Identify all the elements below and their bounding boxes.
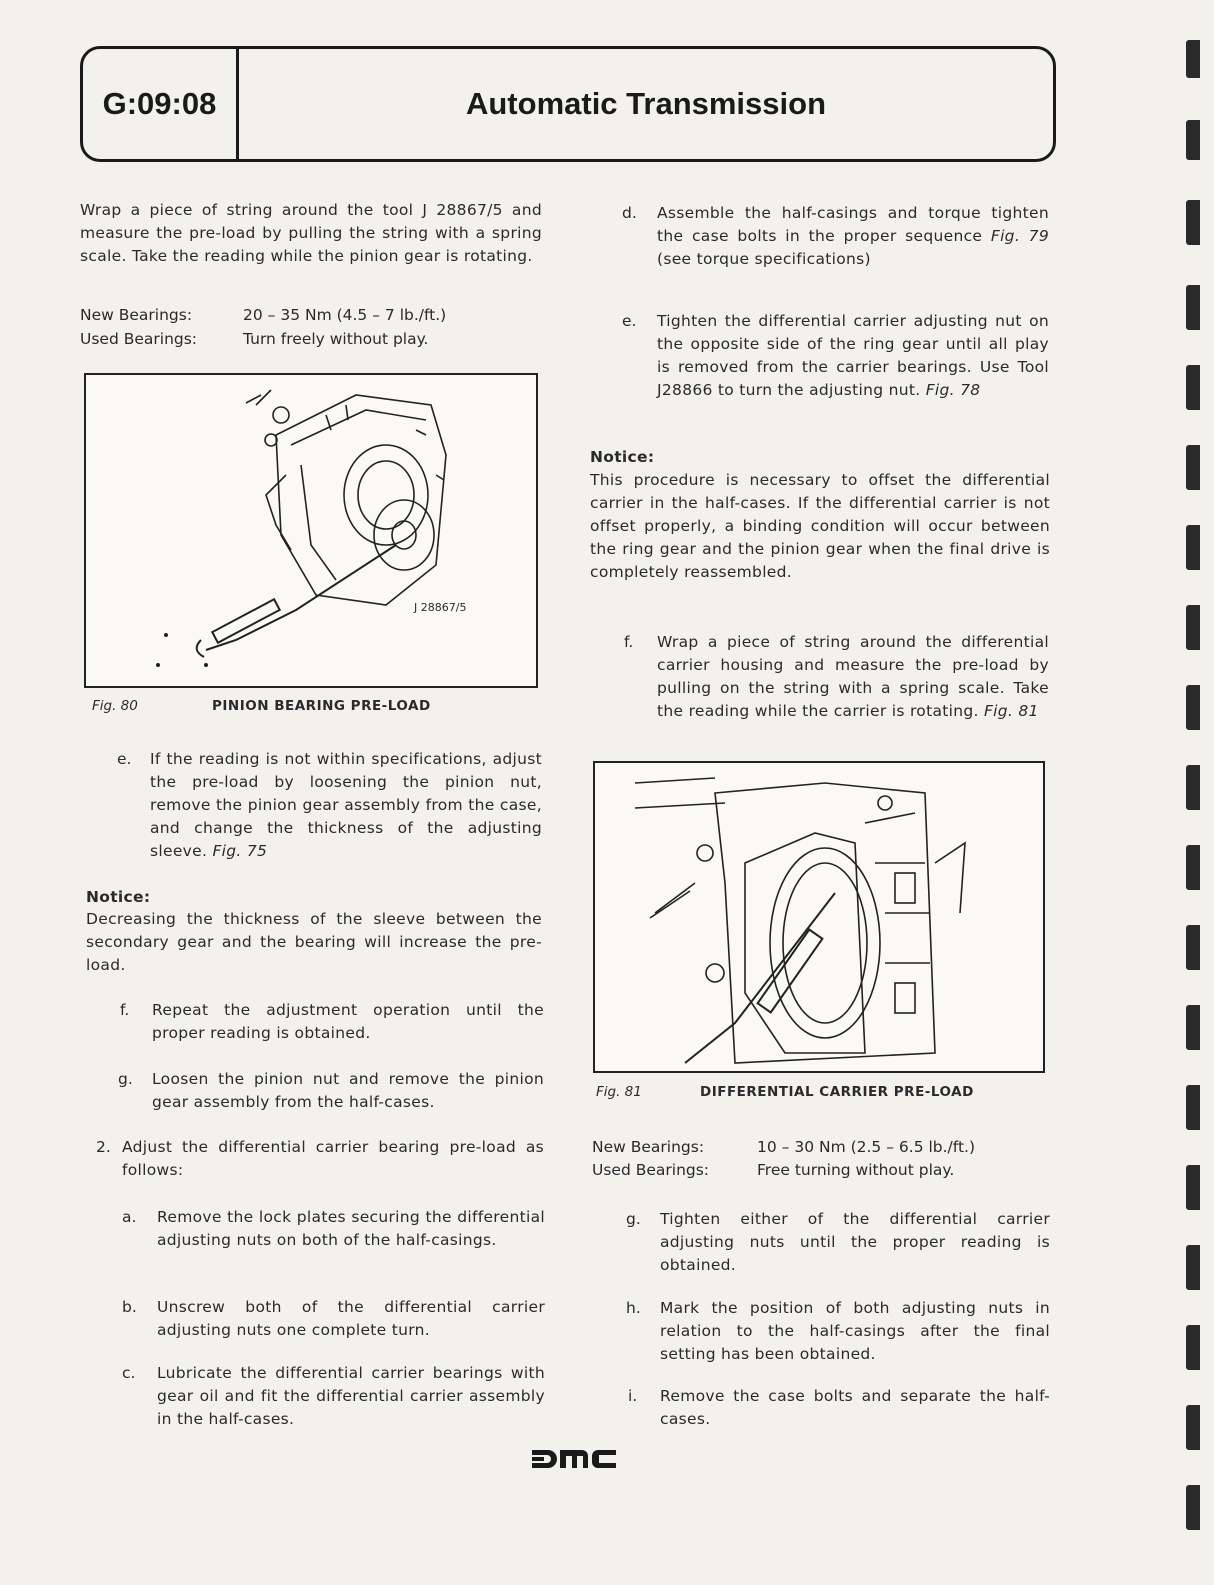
- right-step-i-text: Remove the case bolts and separate the half-cases.: [660, 1387, 1050, 1428]
- index-tab: [1186, 200, 1200, 245]
- step-b-marker: b.: [122, 1298, 137, 1316]
- step-d: [657, 202, 1049, 271]
- index-tab: [1186, 1085, 1200, 1130]
- index-tab: [1186, 1245, 1200, 1290]
- step-d-tail: (see torque specifications): [657, 250, 871, 268]
- step-c-marker: c.: [122, 1364, 136, 1382]
- step-c-text: Lubricate the differential carrier bearings with gear oil and fit the differential carrier assembly in the half-cases.: [157, 1364, 545, 1428]
- index-tab: [1186, 445, 1200, 490]
- right-step-h-marker: h.: [626, 1299, 641, 1317]
- left-step-f-text: Repeat the adjustment operation until the proper reading is obtained.: [152, 1001, 544, 1042]
- page-header: [80, 46, 1056, 162]
- right-step-e-marker: e.: [622, 312, 637, 330]
- right-notice-text: This procedure is necessary to offset the differential carrier in the half-cases. If the differential carrier is not offset properly, a binding condition will occur between the ring gear and the pinion gear when the final drive is completely reassembled.: [590, 471, 1050, 581]
- index-tab: [1186, 765, 1200, 810]
- dmc-logo-mark: [532, 1448, 616, 1470]
- index-tab: [1186, 845, 1200, 890]
- transmission-drawing: [86, 375, 536, 686]
- differential-drawing: [595, 763, 1043, 1071]
- right-new-bearings-label: New Bearings:: [592, 1138, 705, 1156]
- right-step-f-text: Wrap a piece of string around the differential carrier housing and measure the pre-load by pulling on the string with a spring scale. Take the reading while the carrier is rotating.: [657, 633, 1049, 720]
- step-b-text: Unscrew both of the differential carrier adjusting nuts one complete turn.: [157, 1298, 545, 1339]
- figure-81-label: [596, 1084, 974, 1100]
- left-notice-title: Notice:: [86, 888, 151, 906]
- step-a-marker: a.: [122, 1208, 137, 1226]
- tool-callout: J 28867/5: [414, 601, 467, 614]
- left-step-e-marker: e.: [117, 750, 132, 768]
- index-tab: [1186, 605, 1200, 650]
- intro-paragraph: Wrap a piece of string around the tool J 28867/5 and measure the pre-load by pulling the string with a spring scale. Take the reading while the pinion gear is rotating.: [80, 201, 542, 265]
- index-tab: [1186, 120, 1200, 160]
- step-2-text: Adjust the differential carrier bearing pre-load as follows:: [122, 1138, 544, 1179]
- new-bearings-label: New Bearings:: [80, 306, 193, 324]
- figure-81-illustration: [593, 761, 1045, 1073]
- left-step-f-marker: f.: [120, 1001, 130, 1019]
- right-new-bearings-value: 10 – 30 Nm (2.5 – 6.5 lb./ft.): [757, 1138, 976, 1156]
- right-step-g-marker: g.: [626, 1210, 641, 1228]
- index-tab: [1186, 525, 1200, 570]
- left-notice-text: Decreasing the thickness of the sleeve between the secondary gear and the bearing will increase the pre-load.: [86, 910, 542, 974]
- index-tab: [1186, 365, 1200, 410]
- left-step-e-ref: Fig. 75: [212, 842, 268, 860]
- used-bearings-value: Turn freely without play.: [243, 330, 429, 348]
- used-bearings-label: Used Bearings:: [80, 330, 198, 348]
- dmc-logo: [532, 1448, 616, 1474]
- right-used-bearings-value: Free turning without play.: [757, 1161, 955, 1179]
- right-step-f: [657, 631, 1049, 723]
- step-d-ref: Fig. 79: [990, 227, 1049, 245]
- index-tab: [1186, 1165, 1200, 1210]
- step-d-text: Assemble the half-casings and torque tighten the case bolts in the proper sequence: [657, 204, 1049, 245]
- left-step-e-text: If the reading is not within specifications, adjust the pre-load by loosening the pinion nut, remove the pinion gear assembly from the case, and change the thickness of the adjusting sleeve.: [150, 750, 542, 860]
- figure-80-label: [92, 698, 431, 714]
- index-tab: [1186, 925, 1200, 970]
- index-tab: [1186, 685, 1200, 730]
- index-tab: [1186, 1405, 1200, 1450]
- figure-81-caption: DIFFERENTIAL CARRIER PRE-LOAD: [700, 1084, 974, 1100]
- left-step-e: [150, 748, 542, 863]
- right-step-e: [657, 310, 1049, 402]
- right-step-e-text: Tighten the differential carrier adjusting nut on the opposite side of the ring gear until all play is removed from the carrier bearings. Use Tool J28866 to turn the adjusting nut.: [657, 312, 1049, 399]
- right-notice-title: Notice:: [590, 448, 655, 466]
- page-title: Automatic Transmission: [465, 86, 827, 121]
- index-tab: [1186, 285, 1200, 330]
- index-tab: [1186, 40, 1200, 78]
- step-d-marker: d.: [622, 204, 637, 222]
- index-tab: [1186, 1325, 1200, 1370]
- right-step-f-ref: Fig. 81: [983, 702, 1039, 720]
- index-tab: [1186, 1005, 1200, 1050]
- figure-81-number: Fig. 81: [596, 1084, 642, 1100]
- left-step-g-text: Loosen the pinion nut and remove the pinion gear assembly from the half-cases.: [152, 1070, 544, 1111]
- right-step-f-marker: f.: [624, 633, 634, 651]
- right-step-i-marker: i.: [628, 1387, 638, 1405]
- right-step-e-ref: Fig. 78: [925, 381, 981, 399]
- figure-80-number: Fig. 80: [92, 698, 138, 714]
- step-2-marker: 2.: [96, 1138, 111, 1156]
- step-a-text: Remove the lock plates securing the differential adjusting nuts on both of the half-casings.: [157, 1208, 545, 1249]
- new-bearings-value: 20 – 35 Nm (4.5 – 7 lb./ft.): [243, 306, 447, 324]
- figure-80-caption: PINION BEARING PRE-LOAD: [212, 698, 431, 714]
- figure-80-illustration: [84, 373, 538, 688]
- right-step-h-text: Mark the position of both adjusting nuts in relation to the half-casings after the final setting has been obtained.: [660, 1299, 1050, 1363]
- index-tab: [1186, 1485, 1200, 1530]
- left-step-g-marker: g.: [118, 1070, 133, 1088]
- right-used-bearings-label: Used Bearings:: [592, 1161, 710, 1179]
- section-code: G:09:08: [102, 86, 217, 121]
- right-step-g-text: Tighten either of the differential carrier adjusting nuts until the proper reading is obtained.: [660, 1210, 1050, 1274]
